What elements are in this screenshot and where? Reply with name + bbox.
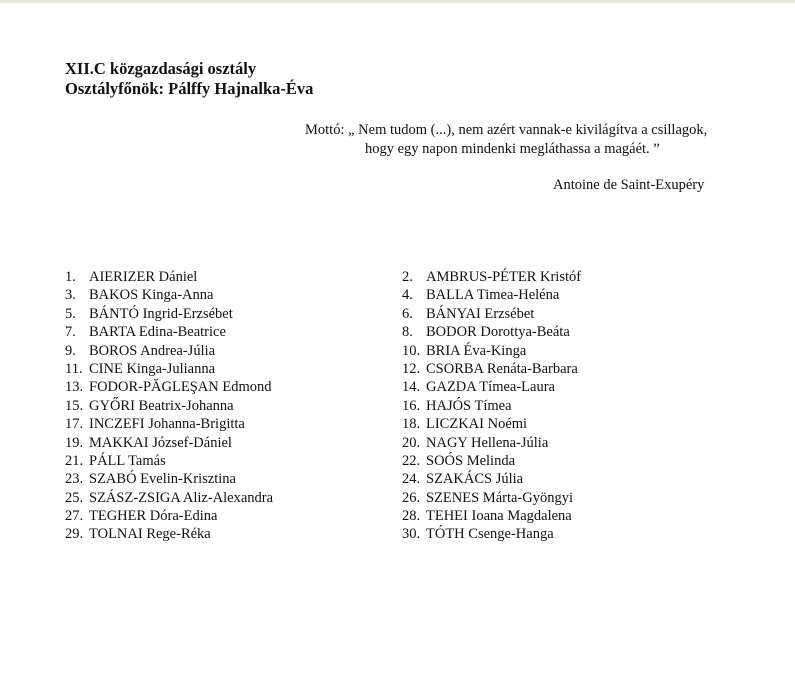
student-list-item: [65, 415, 402, 433]
student-list-item: [402, 489, 625, 507]
student-number: 21.: [65, 452, 84, 469]
student-list-item: [402, 360, 625, 378]
student-name: AMBRUS-PÉTER Kristóf: [426, 269, 582, 285]
motto-block: [305, 121, 708, 193]
student-number: 26.: [402, 489, 421, 506]
student-list-item: [65, 489, 402, 507]
student-name: MAKKAI József-Dániel: [89, 434, 232, 451]
title-block: [65, 59, 313, 99]
student-name: FODOR-PĂGLEŞAN Edmond: [89, 379, 272, 396]
motto-line-1: „ Nem tudom (...), nem azért vannak-e kivilágítva a csillagok,: [348, 122, 708, 138]
student-list-item: [402, 415, 625, 433]
student-list-item: [65, 507, 402, 525]
student-name: INCZEFI Johanna-Brigitta: [89, 416, 245, 433]
student-number: 6.: [402, 305, 413, 322]
student-number: 11.: [65, 360, 83, 377]
student-name: SZÁSZ-ZSIGA Aliz-Alexandra: [89, 489, 274, 506]
student-name: BÁNTÓ Ingrid-Erzsébet: [89, 305, 233, 322]
student-list-item: [65, 305, 402, 323]
student-name: TEGHER Dóra-Edina: [89, 508, 218, 525]
student-number: 18.: [402, 416, 421, 433]
student-name: BÁNYAI Erzsébet: [426, 305, 535, 322]
student-number: 29.: [65, 526, 84, 543]
student-list-item: [402, 470, 625, 488]
page-top-border: [0, 0, 795, 3]
student-number: 1.: [65, 269, 76, 285]
student-list-item: [65, 470, 402, 488]
student-number: 14.: [402, 379, 421, 396]
student-list-item: [402, 286, 625, 304]
student-number: 28.: [402, 508, 421, 525]
student-number: 27.: [65, 508, 84, 525]
student-name: SOÓS Melinda: [426, 452, 516, 469]
student-name: GAZDA Tímea-Laura: [426, 379, 555, 396]
student-number: 25.: [65, 489, 84, 506]
student-list-item: [402, 378, 625, 396]
student-name: NAGY Hellena-Júlia: [426, 434, 549, 451]
student-number: 8.: [402, 324, 413, 341]
student-list-item: [402, 323, 625, 341]
student-number: 7.: [65, 324, 76, 341]
student-number: 23.: [65, 471, 84, 488]
student-list-item: [65, 434, 402, 452]
student-number: 3.: [65, 287, 76, 304]
student-number: 10.: [402, 342, 421, 359]
student-number: 4.: [402, 287, 413, 304]
student-name: HAJÓS Tímea: [426, 397, 512, 414]
student-list-item: [402, 342, 625, 360]
motto-author: Antoine de Saint-Exupéry: [553, 177, 705, 193]
student-name: TEHEI Ioana Magdalena: [426, 508, 572, 525]
student-list-item: [402, 452, 625, 470]
student-list-item: [65, 360, 402, 378]
student-number: 16.: [402, 397, 421, 414]
student-list-item: [402, 397, 625, 415]
student-list-item: [402, 525, 625, 543]
student-number: 2.: [402, 269, 413, 285]
student-list-item: [402, 305, 625, 323]
student-list: [65, 268, 625, 544]
student-name: CINE Kinga-Julianna: [89, 360, 216, 377]
student-name: SZABÓ Evelin-Krisztina: [89, 471, 236, 488]
student-number: 12.: [402, 360, 421, 377]
student-list-item: [402, 434, 625, 452]
student-list-item: [65, 323, 402, 341]
student-list-item: [402, 507, 625, 525]
student-name: TÓTH Csenge-Hanga: [426, 526, 554, 543]
student-name: BAKOS Kinga-Anna: [89, 287, 214, 304]
student-name: BODOR Dorottya-Beáta: [426, 324, 570, 341]
student-number: 5.: [65, 305, 76, 322]
student-list-item: [65, 342, 402, 360]
student-name: BALLA Timea-Heléna: [426, 287, 560, 304]
student-name: CSORBA Renáta-Barbara: [426, 360, 578, 377]
student-name: SZAKÁCS Júlia: [426, 471, 524, 488]
student-number: 30.: [402, 526, 421, 543]
student-name: PÁLL Tamás: [89, 452, 166, 469]
student-name: SZENES Márta-Gyöngyi: [426, 489, 573, 506]
student-name: BARTA Edina-Beatrice: [89, 324, 226, 341]
student-number: 22.: [402, 452, 421, 469]
student-list-item: [65, 397, 402, 415]
class-title: XII.C közgazdasági osztály: [65, 59, 257, 78]
student-list-item: [65, 378, 402, 396]
student-list-item: [65, 452, 402, 470]
student-list-item: [65, 525, 402, 543]
student-name: BOROS Andrea-Júlia: [89, 342, 216, 359]
student-number: 15.: [65, 397, 84, 414]
motto-label: Mottó:: [305, 122, 345, 138]
student-name: GYŐRI Beatrix-Johanna: [89, 397, 234, 414]
student-number: 24.: [402, 471, 421, 488]
student-number: 17.: [65, 416, 84, 433]
student-number: 20.: [402, 434, 421, 451]
student-list-item: [65, 286, 402, 304]
student-list-item: [402, 268, 625, 286]
student-name: TOLNAI Rege-Réka: [89, 526, 211, 543]
student-number: 9.: [65, 342, 76, 359]
student-number: 13.: [65, 379, 84, 396]
student-list-item: [65, 268, 402, 286]
student-name: AIERIZER Dániel: [89, 269, 198, 285]
teacher-line: Osztályfőnök: Pálffy Hajnalka-Éva: [65, 79, 314, 98]
motto-line-2: hogy egy napon mindenki megláthassa a magáét. ”: [365, 141, 660, 157]
student-name: BRIA Éva-Kinga: [426, 342, 527, 359]
student-name: LICZKAI Noémi: [426, 416, 528, 433]
student-number: 19.: [65, 434, 84, 451]
